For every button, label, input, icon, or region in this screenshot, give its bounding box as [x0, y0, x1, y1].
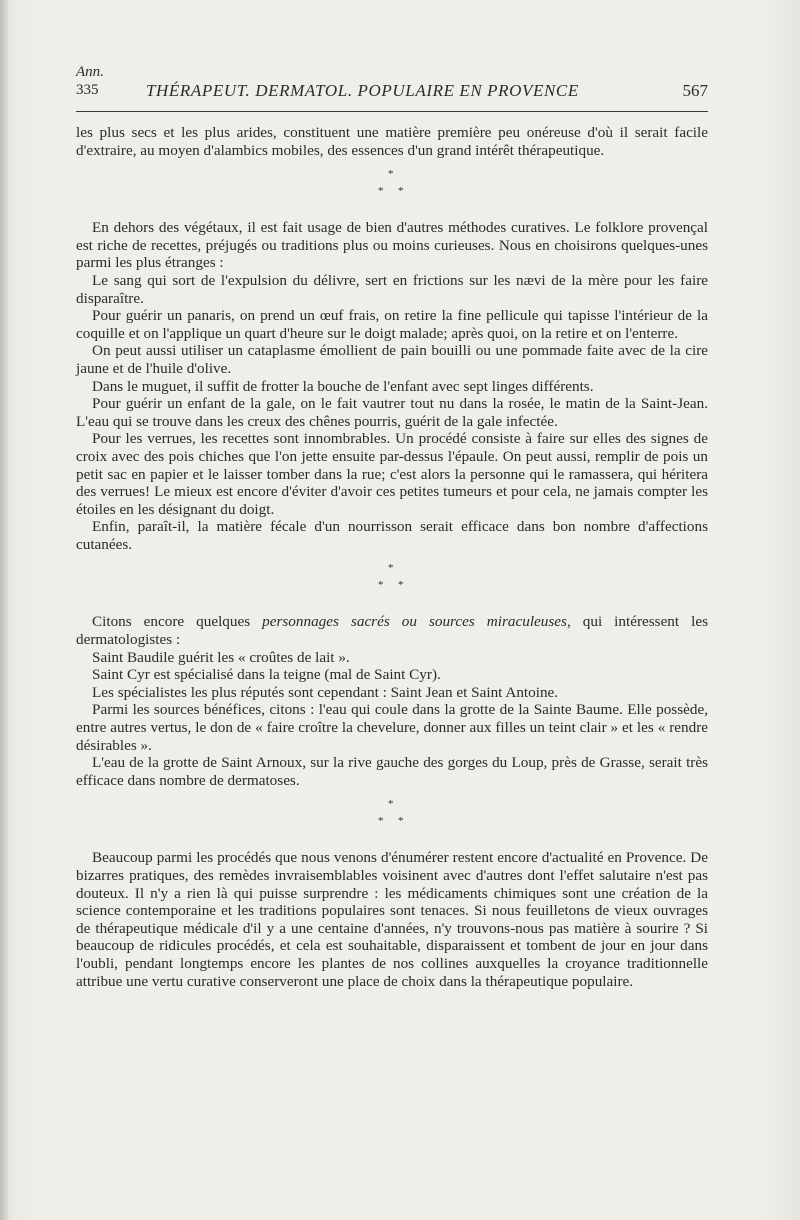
paragraph: [76, 613, 708, 648]
header-rule: [76, 111, 708, 112]
journal-abbreviation: Ann.: [76, 64, 104, 80]
article-body: [76, 124, 708, 990]
paragraph: En dehors des végétaux, il est fait usage de bien d'autres méthodes curatives. Le folklore provençal est riche de recettes, préjugés ou traditions plus ou moins curieuses. Nous en choisirons quelques-unes parmi les plus étranges :: [76, 219, 708, 272]
asterism-star: *: [388, 168, 394, 181]
section-separator: [76, 159, 708, 219]
paragraph: Parmi les sources bénéfices, citons : l'eau qui coule dans la grotte de la Sainte Baume. Elle possède, entre autres vertus, le don de « faire croître la chevelure, donner aux filles un teint clair » et les « rendre désirables ».: [76, 701, 708, 754]
asterism-star: *: [398, 815, 404, 828]
asterism-star: *: [398, 185, 404, 198]
text-run: Citons encore quelques: [92, 613, 263, 631]
asterism-star: *: [378, 185, 384, 198]
text-run: , qui intéressent les dermatologistes :: [76, 613, 709, 649]
volume-number: 335: [76, 82, 99, 98]
paragraph: Enfin, paraît-il, la matière fécale d'un nourrisson serait efficace dans bon nombre d'affections cutanées.: [76, 518, 708, 553]
asterism-star: *: [388, 562, 394, 575]
asterism-star: *: [378, 815, 384, 828]
asterism-star: *: [398, 579, 404, 592]
paragraph: Pour guérir un enfant de la gale, on le fait vautrer tout nu dans la rosée, le matin de la Saint-Jean. L'eau qui se trouve dans les creux des chênes pourris, guérit de la gale infectée.: [76, 395, 708, 430]
section-separator: [76, 789, 708, 849]
paragraph: Saint Baudile guérit les « croûtes de lait ».: [92, 648, 350, 666]
asterism-star: *: [388, 798, 394, 811]
book-spine-shadow: [0, 0, 8, 1220]
paragraph: Dans le muguet, il suffit de frotter la bouche de l'enfant avec sept linges différents.: [92, 377, 594, 395]
paragraph: On peut aussi utiliser un cataplasme émollient de pain bouilli ou une pommade faite avec de la cire jaune et de l'huile d'olive.: [76, 342, 708, 377]
running-header: [76, 64, 708, 110]
asterism-star: *: [378, 579, 384, 592]
paragraph: Les spécialistes les plus réputés sont cependant : Saint Jean et Saint Antoine.: [92, 683, 559, 701]
paragraph: les plus secs et les plus arides, constituent une matière première peu onéreuse d'où il serait facile d'extraire, au moyen d'alambics mobiles, des essences d'un grand intérêt thérapeutique.: [76, 124, 708, 159]
paragraph: Saint Cyr est spécialisé dans la teigne (mal de Saint Cyr).: [92, 666, 441, 684]
paragraph: Pour guérir un panaris, on prend un œuf frais, on retire la fine pellicule qui tapisse l'intérieur de la coquille et on l'applique un quart d'heure sur le doigt malade; après quoi, on la retire et on l'enterre.: [76, 307, 708, 342]
paragraph: L'eau de la grotte de Saint Arnoux, sur la rive gauche des gorges du Loup, près de Grasse, serait très efficace dans nombre de dermatoses.: [76, 754, 708, 789]
paragraph: Beaucoup parmi les procédés que nous venons d'énumérer restent encore d'actualité en Provence. De bizarres pratiques, des remèdes invraisemblables voisinent avec d'autres dont l'effet salutaire n'est pas douteux. Il n'y a rien là qui puisse surprendre : les médicaments chimiques sont une création de la science contemporaine et les traditions populaires sont tenaces. Si nous feuilletons de vieux ouvrages de thérapeutique médicale d'il y a une centaine d'années, n'y trouvons-nous pas matière à sourire ? Si beaucoup de ridicules procédés, et cela est souhaitable, disparaissent et tombent de jour en jour dans l'oubli, pendant longtemps encore les plantes de nos collines auxquelles la croyance traditionnelle attribue une vertu curative conserveront une place de choix dans la thérapeutique populaire.: [76, 849, 708, 990]
italic-phrase: personnages sacrés ou sources miraculeuses: [262, 613, 567, 631]
running-title: THÉRAPEUT. DERMATOL. POPULAIRE EN PROVENCE: [146, 81, 579, 100]
section-separator: [76, 553, 708, 613]
paragraph: Le sang qui sort de l'expulsion du délivre, sert en frictions sur les nævi de la mère pour les faire disparaître.: [76, 271, 708, 307]
paragraph: Pour les verrues, les recettes sont innombrables. Un procédé consiste à faire sur elles des signes de croix avec des pois chiches que l'on jette ensuite par-dessus l'épaule. On peut aussi, remplir de pois un petit sac en papier et le laisser tomber dans la rue; c'est alors la personne qui le ramassera, qui héritera des verrues! Le mieux est encore d'éviter d'avoir ces petites tumeurs et pour cela, ne jamais compter les étoiles en les désignant du doigt.: [76, 430, 708, 518]
page-number: 567: [682, 81, 708, 100]
